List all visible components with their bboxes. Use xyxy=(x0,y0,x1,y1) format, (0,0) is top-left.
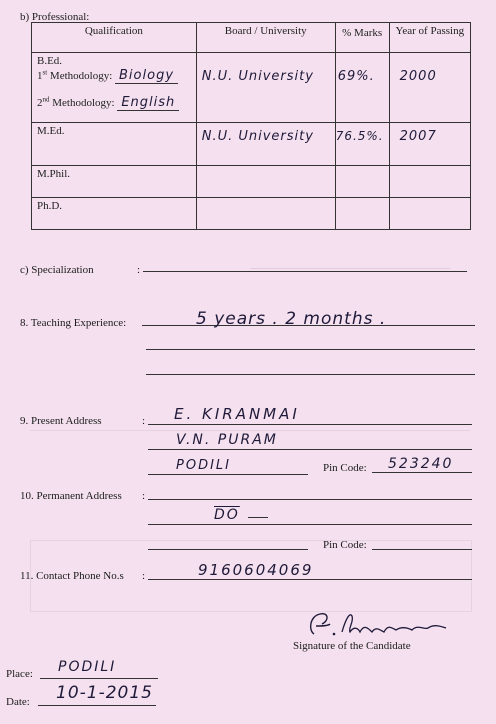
present-address-line-2 xyxy=(148,449,472,450)
cell-med-year: 2007 xyxy=(389,123,470,166)
cell-bed-board: N.U. University xyxy=(196,52,335,122)
present-address-label: 9. Present Address xyxy=(20,415,102,427)
date-label: Date: xyxy=(6,696,30,708)
specialization-colon: : xyxy=(137,264,141,276)
teaching-experience-value: 5 years . 2 months . xyxy=(196,309,387,329)
date-line xyxy=(38,705,156,706)
permanent-address-label: 10. Permanent Address xyxy=(20,490,122,502)
ditto-dash xyxy=(248,517,268,518)
permanent-address-ditto: $\overline{DO}$ xyxy=(214,507,240,523)
permanent-address-line-3 xyxy=(148,549,308,550)
col-header-marks: % Marks xyxy=(335,23,389,53)
present-address-line2-value: V.N. PURAM xyxy=(176,432,278,448)
place-value: PODILI xyxy=(58,659,117,675)
cell-med-board: N.U. University xyxy=(196,123,335,166)
permanent-address-line-2 xyxy=(148,524,472,525)
present-address-line3-value: PODILI xyxy=(176,458,231,473)
specialization-line xyxy=(143,271,467,272)
table-row-bed xyxy=(32,52,471,122)
teaching-experience-label: 8. Teaching Experience: xyxy=(20,317,127,329)
present-address-line-3 xyxy=(148,474,308,475)
cell-bed-marks: 69%. xyxy=(335,52,389,122)
specialization-label: c) Specialization xyxy=(20,264,94,276)
col-header-year: Year of Passing xyxy=(389,23,470,53)
teaching-line-3 xyxy=(146,374,475,375)
table-row-mphil xyxy=(32,165,471,197)
cell-bed-qualification xyxy=(32,52,197,122)
bed-methodology-2: 2nd Methodology: English xyxy=(37,95,191,110)
col-header-qualification: Qualification xyxy=(32,23,197,53)
bed-methodology-2-value: English xyxy=(117,95,179,111)
contact-phone-label: 11. Contact Phone No.s xyxy=(20,570,124,582)
place-line xyxy=(40,678,158,679)
bed-methodology-1-value: Biology xyxy=(115,68,178,84)
cell-phd-qualification: Ph.D. xyxy=(32,197,197,229)
candidate-signature-mark xyxy=(300,606,460,644)
date-value: 10-1-2015 xyxy=(56,683,153,703)
present-address-line1-value: E. KIRANMAI xyxy=(174,405,300,423)
present-address-colon: : xyxy=(142,415,146,427)
place-label: Place: xyxy=(6,668,33,680)
permanent-pin-label: Pin Code: xyxy=(323,539,367,551)
table-header-row xyxy=(32,23,471,53)
table-row-phd xyxy=(32,197,471,229)
cell-bed-year: 2000 xyxy=(389,52,470,122)
contact-phone-colon: : xyxy=(142,570,146,582)
present-address-line-1 xyxy=(148,424,472,425)
contact-phone-line xyxy=(148,579,472,580)
col-header-board: Board / University xyxy=(196,23,335,53)
permanent-address-colon: : xyxy=(142,490,146,502)
teaching-line-2 xyxy=(146,349,475,350)
cell-med-qualification: M.Ed. xyxy=(32,123,197,166)
bed-label: B.Ed. xyxy=(37,54,63,67)
present-pin-value: 523240 xyxy=(388,456,454,472)
permanent-address-line-1 xyxy=(148,499,472,500)
present-pin-line xyxy=(372,472,472,473)
table-row-med xyxy=(32,123,471,166)
signature-label: Signature of the Candidate xyxy=(293,640,411,652)
cell-med-marks: 76.5%. xyxy=(335,123,389,166)
bed-methodology-1: 1st Methodology: Biology xyxy=(37,68,191,83)
cell-mphil-qualification: M.Phil. xyxy=(32,165,197,197)
present-pin-label: Pin Code: xyxy=(323,462,367,474)
professional-table xyxy=(31,22,471,230)
section-b-label: b) Professional: xyxy=(20,11,90,23)
permanent-pin-line xyxy=(372,549,472,550)
contact-phone-value: 9160604069 xyxy=(198,561,314,579)
